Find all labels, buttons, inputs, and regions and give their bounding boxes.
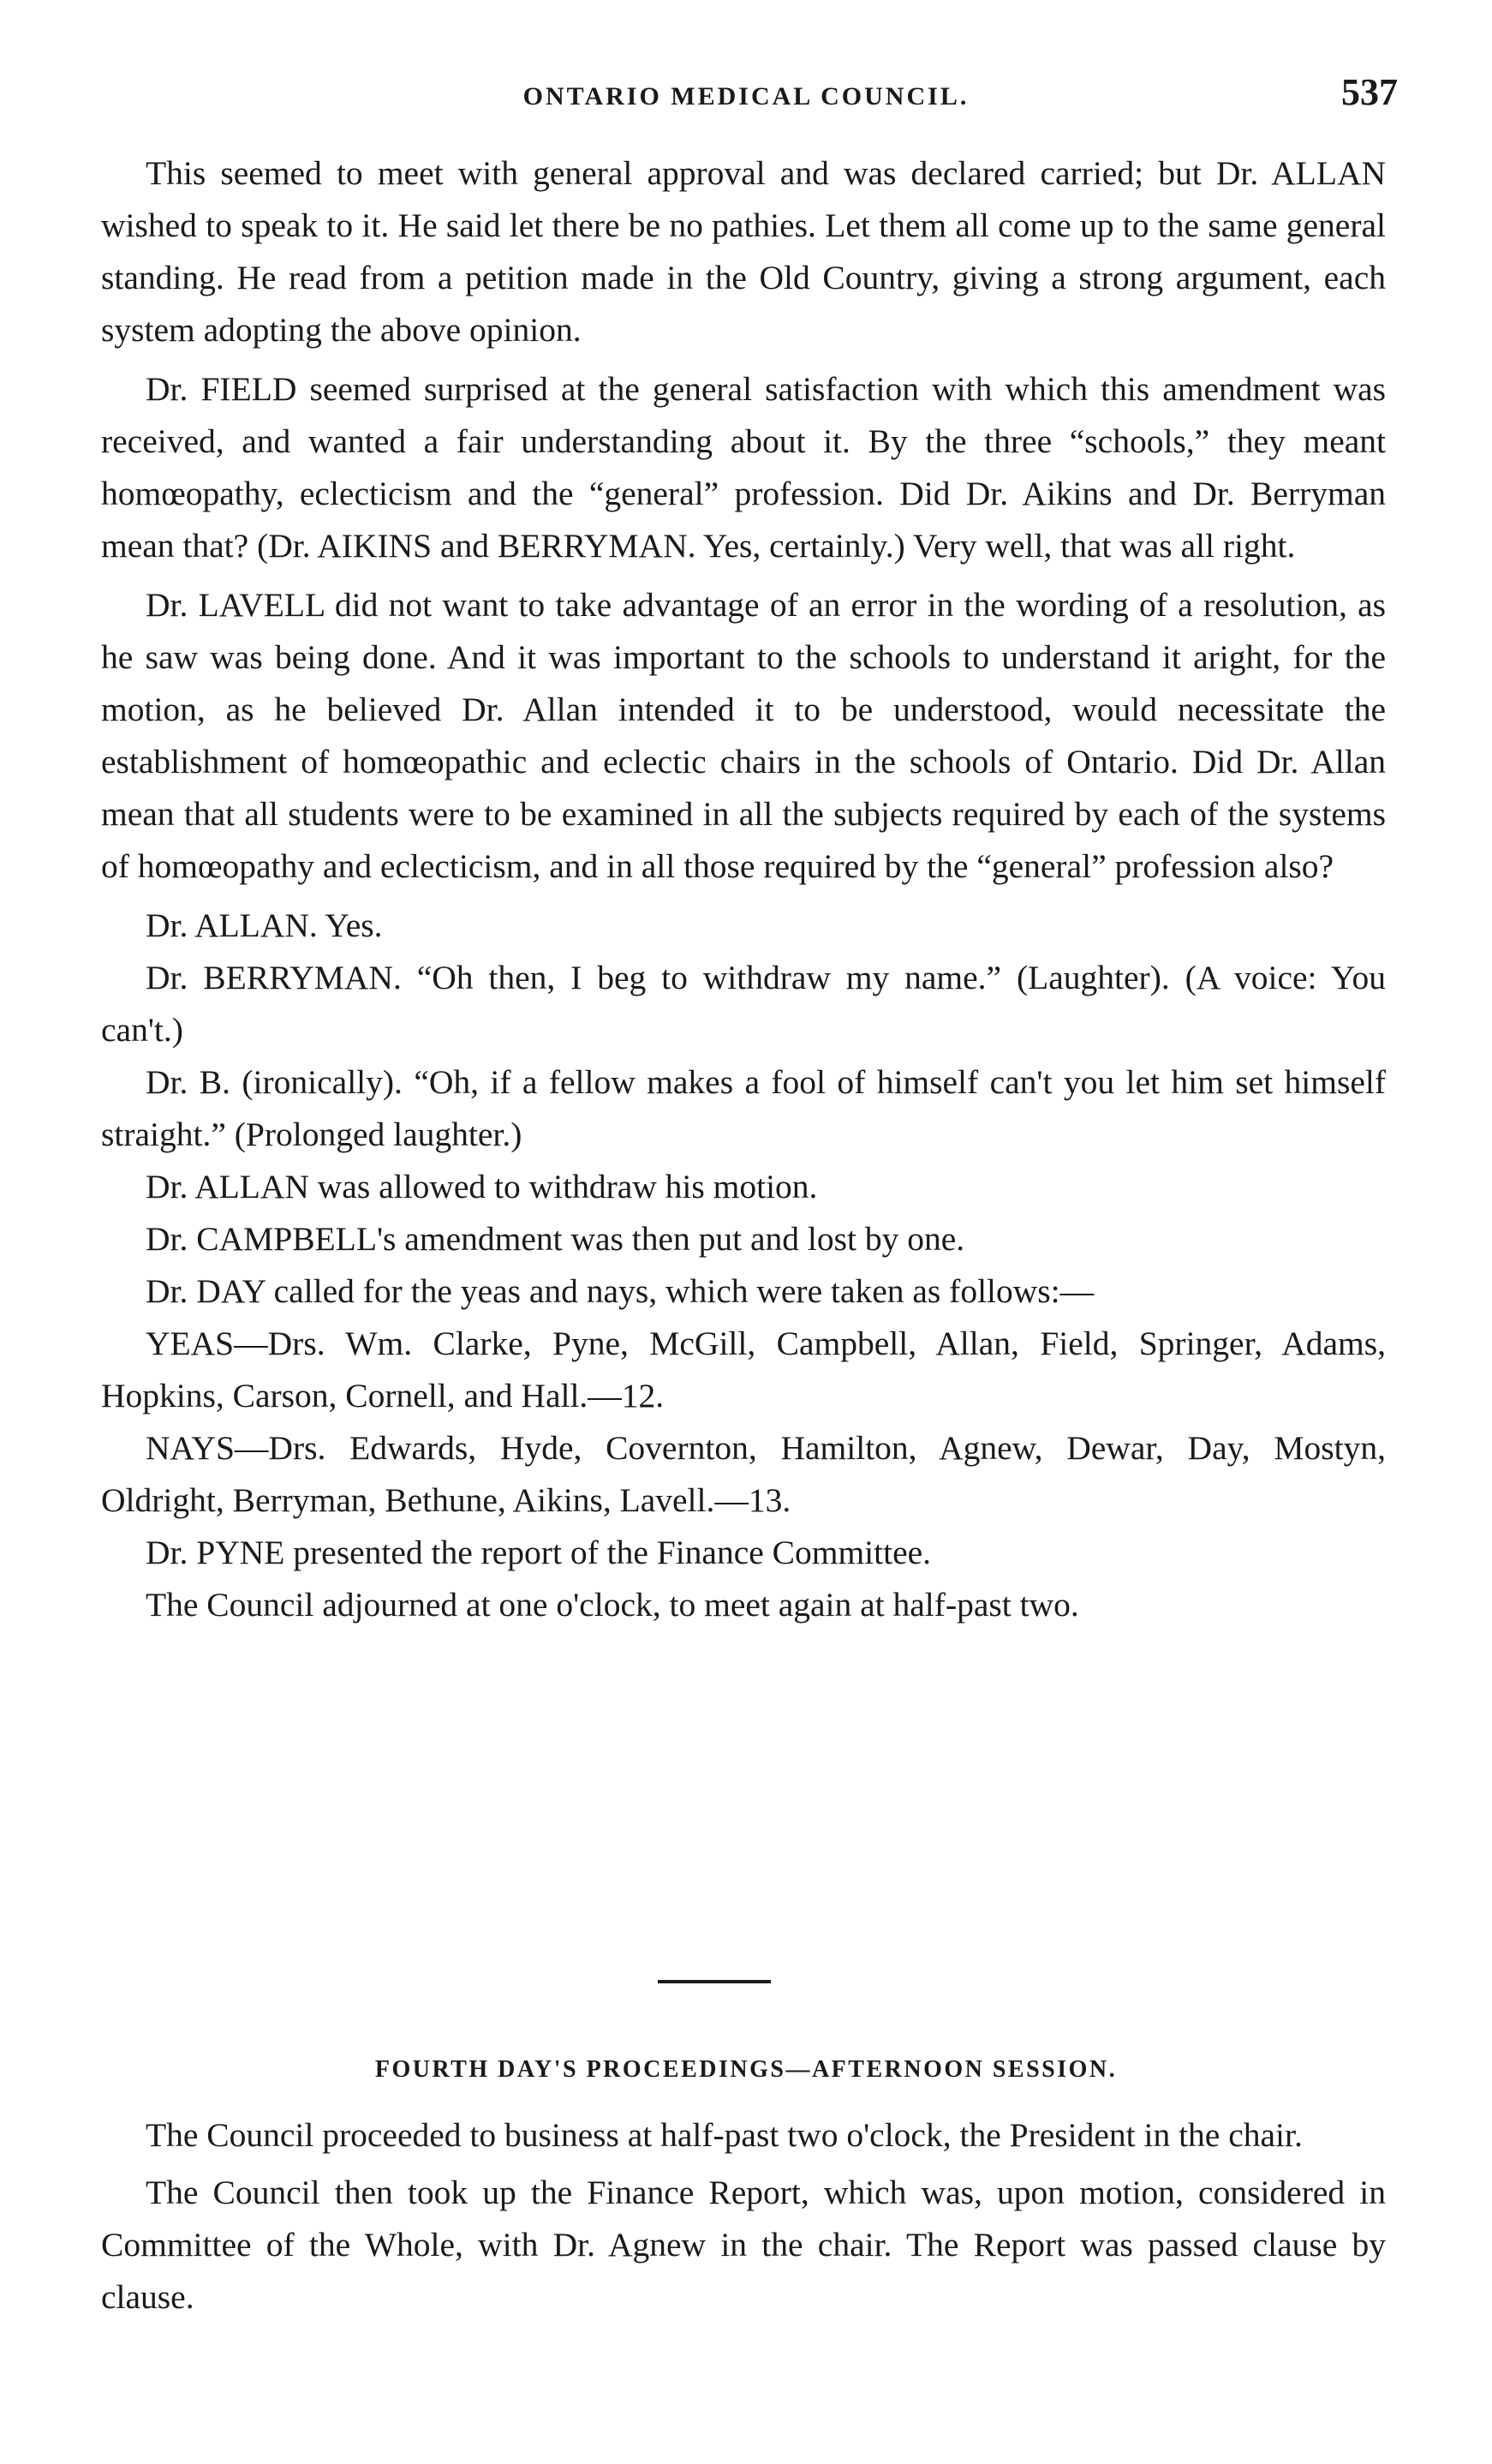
paragraph-day: Dr. DAY called for the yeas and nays, which were taken as follows:— (146, 1272, 1095, 1310)
paragraph-lavell: Dr. LAVELL did not want to take advantage of an error in the wording of a resolution, as he saw was being done. And it was important to the schools to understand it aright, for the motion, as he believed Dr. Allan intended it to be understood, would necessitate the establishment of homœopathic and eclectic chairs in the schools of Ontario. Did Dr. Allan mean that all students were to be examined in all the subjects required by each of the systems of homœopathy and eclecticism, and in all those required by the “general” profession also? (101, 586, 1386, 885)
paragraph-ironically: Dr. B. (ironically). “Oh, if a fellow makes a fool of himself can't you let him set himself straight.” (Prolonged laughter.) (101, 1063, 1386, 1153)
running-head-title: ONTARIO MEDICAL COUNCIL. (522, 82, 970, 111)
paragraph-nays: NAYS—Drs. Edwards, Hyde, Covernton, Hamilton, Agnew, Dewar, Day, Mostyn, Oldright, Berryman, Bethune, Aikins, Lavell.—13. (101, 1429, 1386, 1519)
section-heading: FOURTH DAY'S PROCEEDINGS—AFTERNOON SESSION. (374, 2056, 1118, 2083)
paragraph-proceeded: The Council proceeded to business at half-past two o'clock, the President in the chair. (146, 2116, 1303, 2154)
paragraph-allan-yes: Dr. ALLAN. Yes. (146, 906, 383, 944)
paragraph-withdraw: Dr. ALLAN was allowed to withdraw his motion. (146, 1168, 818, 1205)
paragraph-approval: This seemed to meet with general approval and was declared carried; but Dr. ALLAN wished to speak to it. He said let there be no pathies. Let them all come up to the same general standing. He read from a petition made in the Old Country, giving a strong argument, each system adopting the above opinion. (101, 154, 1386, 349)
paragraph-field: Dr. FIELD seemed surprised at the general satisfaction with which this amendment was received, and wanted a fair understanding about it. By the three “schools,” they meant homœopathy, eclecticism and the “general” profession. Did Dr. Aikins and Dr. Berryman mean that? (Dr. AIKINS and BERRYMAN. Yes, certainly.) Very well, that was all right. (101, 370, 1386, 565)
running-head (0, 71, 1492, 130)
paragraph-campbell: Dr. CAMPBELL's amendment was then put and lost by one. (146, 1220, 965, 1258)
paragraph-pyne: Dr. PYNE presented the report of the Finance Committee. (146, 1534, 932, 1571)
section-divider (658, 1980, 771, 1983)
paragraph-finance-report: The Council then took up the Finance Report, which was, upon motion, considered in Committee of the Whole, with Dr. Agnew in the chair. The Report was passed clause by clause. (101, 2174, 1386, 2316)
paragraph-adjourned: The Council adjourned at one o'clock, to meet again at half-past two. (146, 1586, 1079, 1624)
page-number: 537 (1341, 71, 1398, 113)
body-text (101, 147, 1386, 1631)
section-text (101, 2109, 1386, 2329)
paragraph-yeas: YEAS—Drs. Wm. Clarke, Pyne, McGill, Campbell, Allan, Field, Springer, Adams, Hopkins, Carson, Cornell, and Hall.—12. (101, 1325, 1386, 1414)
paragraph-berryman: Dr. BERRYMAN. “Oh then, I beg to withdraw my name.” (Laughter). (A voice: You can't.) (101, 959, 1386, 1049)
